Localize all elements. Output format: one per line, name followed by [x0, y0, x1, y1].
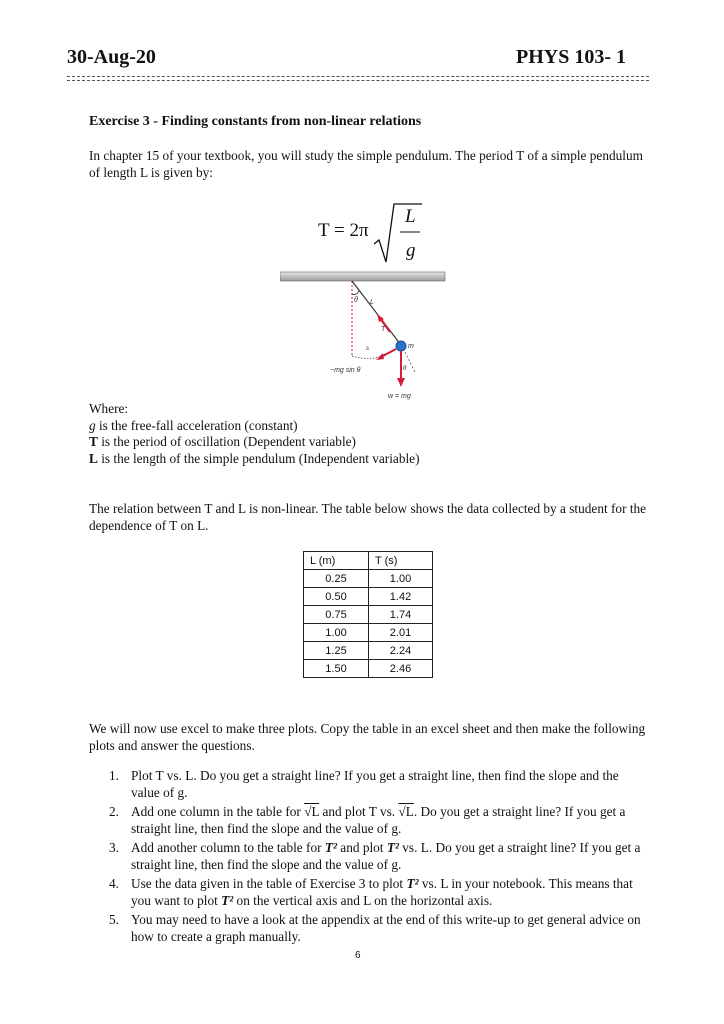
page-number: 6: [355, 950, 361, 961]
table-header-cell: L (m): [304, 552, 369, 570]
label-theta-bottom: θ: [403, 364, 407, 372]
label-theta-top: θ: [354, 295, 358, 304]
question-item: 1. Plot T vs. L. Do you get a straight line? If you get a straight line, then find the slope and the value of g.: [109, 768, 619, 800]
formula-numerator: L: [405, 206, 416, 227]
relation-paragraph: The relation between T and L is non-linear. The table below shows the data collected by a student for the dependence of T on L.: [89, 501, 647, 533]
header-date: 30-Aug-20: [67, 46, 156, 68]
data-table: [303, 551, 433, 678]
label-mass: m: [408, 343, 414, 350]
where-item-l: L is the length of the simple pendulum (Independent variable): [89, 450, 420, 466]
table-header-cell: T (s): [369, 552, 433, 570]
formula-lhs: T = 2π: [318, 220, 369, 241]
table-header-row: [304, 552, 433, 570]
table-row: 1.25 2.24: [304, 642, 433, 660]
string: [352, 281, 401, 345]
exercise-title: Exercise 3 - Finding constants from non-linear relations: [89, 114, 422, 129]
question-list: [89, 768, 641, 948]
table-row: 1.00 2.01: [304, 624, 433, 642]
formula-denominator: g: [406, 240, 416, 261]
where-item-t: T is the period of oscillation (Dependent variable): [89, 434, 356, 449]
label-weight: w = mg: [388, 393, 411, 400]
question-item: 5. You may need to have a look at the appendix at the end of this write-up to get general advice on how to create a graph manually.: [109, 912, 641, 944]
table-row: 1.50 2.46: [304, 660, 433, 678]
table-row: 0.25 1.00: [304, 570, 433, 588]
label-arc: s: [366, 346, 369, 352]
label-restoring-force: −mg sin θ: [330, 367, 361, 374]
header-course: PHYS 103- 1: [516, 46, 626, 68]
question-item: 4. Use the data given in the table of Exercise 3 to plot T² vs. L in your notebook. This means that you want to plot T² on the vertical axis and L on the horizontal axis.: [109, 876, 633, 908]
where-heading: Where:: [89, 401, 129, 416]
table-row: 0.50 1.42: [304, 588, 433, 606]
label-tension: T: [381, 326, 386, 333]
question-item: 2. Add one column in the table for √L and plot T vs. √L. Do you get a straight line? If you get a straight line, then find the slope and the value of g.: [109, 804, 626, 836]
where-item-g: g is the free-fall acceleration (constant): [89, 417, 298, 433]
pendulum-diagram: [280, 270, 450, 402]
table-row: 0.75 1.74: [304, 606, 433, 624]
header-divider: [67, 76, 649, 81]
question-item: 3. Add another column to the table for T² and plot T² vs. L. Do you get a straight line? If you get a straight line, then find the slope and the value of g.: [109, 840, 641, 872]
ceiling: [280, 272, 445, 281]
where-block: [89, 401, 649, 467]
label-length: L: [370, 299, 374, 306]
period-formula: [318, 196, 428, 268]
intro-paragraph: In chapter 15 of your textbook, you will study the simple pendulum. The period T of a simple pendulum of length L is given by:: [89, 148, 643, 180]
excel-paragraph: We will now use excel to make three plots. Copy the table in an excel sheet and then make the following plots and answer the questions.: [89, 721, 646, 753]
bob: [396, 341, 406, 351]
